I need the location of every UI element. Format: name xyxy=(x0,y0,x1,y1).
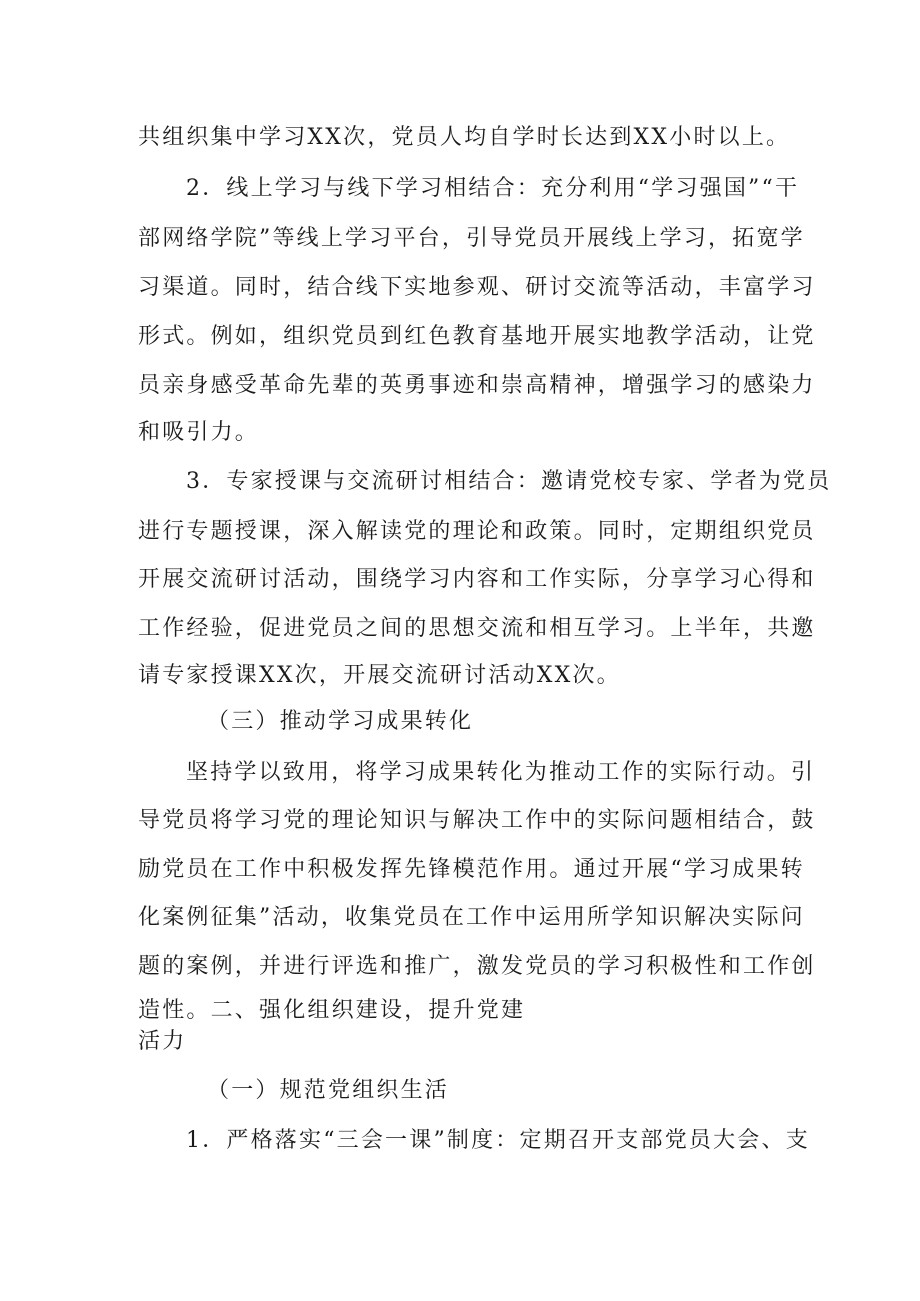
section-heading: （一）规范党组织生活 xyxy=(207,1078,450,1103)
list-item-1-line: 1．严格落实“三会一课”制度：定期召开支部党员大会、支 xyxy=(186,1128,810,1153)
paragraph-line: 部网络学院”等线上学习平台，引导党员开展线上学习，拓宽学 xyxy=(138,226,805,251)
paragraph-line: 请专家授课XX次，开展交流研讨活动XX次。 xyxy=(138,663,621,688)
paragraph-line: 题的案例，并进行评选和推广，激发党员的学习积极性和工作创 xyxy=(138,954,816,979)
paragraph-line: 励党员在工作中积极发挥先锋模范作用。通过开展“学习成果转 xyxy=(138,857,805,882)
list-item-3-line: 3．专家授课与交流研讨相结合：邀请党校专家、学者为党员 xyxy=(186,469,832,494)
list-item-2-line: 2．线上学习与线下学习相结合：充分利用“学习强国”“干 xyxy=(186,176,800,201)
paragraph-line: 员亲身感受革命先辈的英勇事迹和崇高精神，增强学习的感染力 xyxy=(138,373,816,398)
paragraph-line: 和吸引力。 xyxy=(138,420,260,445)
paragraph-line: 共组织集中学习XX次，党员人均自学时长达到XX小时以上。 xyxy=(138,125,791,150)
paragraph-line: 造性。二、强化组织建设，提升党建 xyxy=(138,998,526,1023)
paragraph-line: 开展交流研讨活动，围绕学习内容和工作实际，分享学习心得和 xyxy=(138,567,816,592)
paragraph-line: 导党员将学习党的理论知识与解决工作中的实际问题相结合，鼓 xyxy=(138,808,816,833)
paragraph-line: 形式。例如，组织党员到红色教育基地开展实地教学活动，让党 xyxy=(138,324,816,349)
section-heading: （三）推动学习成果转化 xyxy=(207,709,474,734)
paragraph-line: 化案例征集”活动，收集党员在工作中运用所学知识解决实际问 xyxy=(138,905,805,930)
paragraph-first-line: 坚持学以致用，将学习成果转化为推动工作的实际行动。引 xyxy=(186,760,816,785)
paragraph-line: 工作经验，促进党员之间的思想交流和相互学习。上半年，共邀 xyxy=(138,616,816,641)
paragraph-line: 习渠道。同时，结合线下实地参观、研讨交流等活动，丰富学习 xyxy=(138,275,816,300)
paragraph-line: 进行专题授课，深入解读党的理论和政策。同时，定期组织党员 xyxy=(138,519,816,544)
paragraph-line: 活力 xyxy=(138,1029,187,1054)
